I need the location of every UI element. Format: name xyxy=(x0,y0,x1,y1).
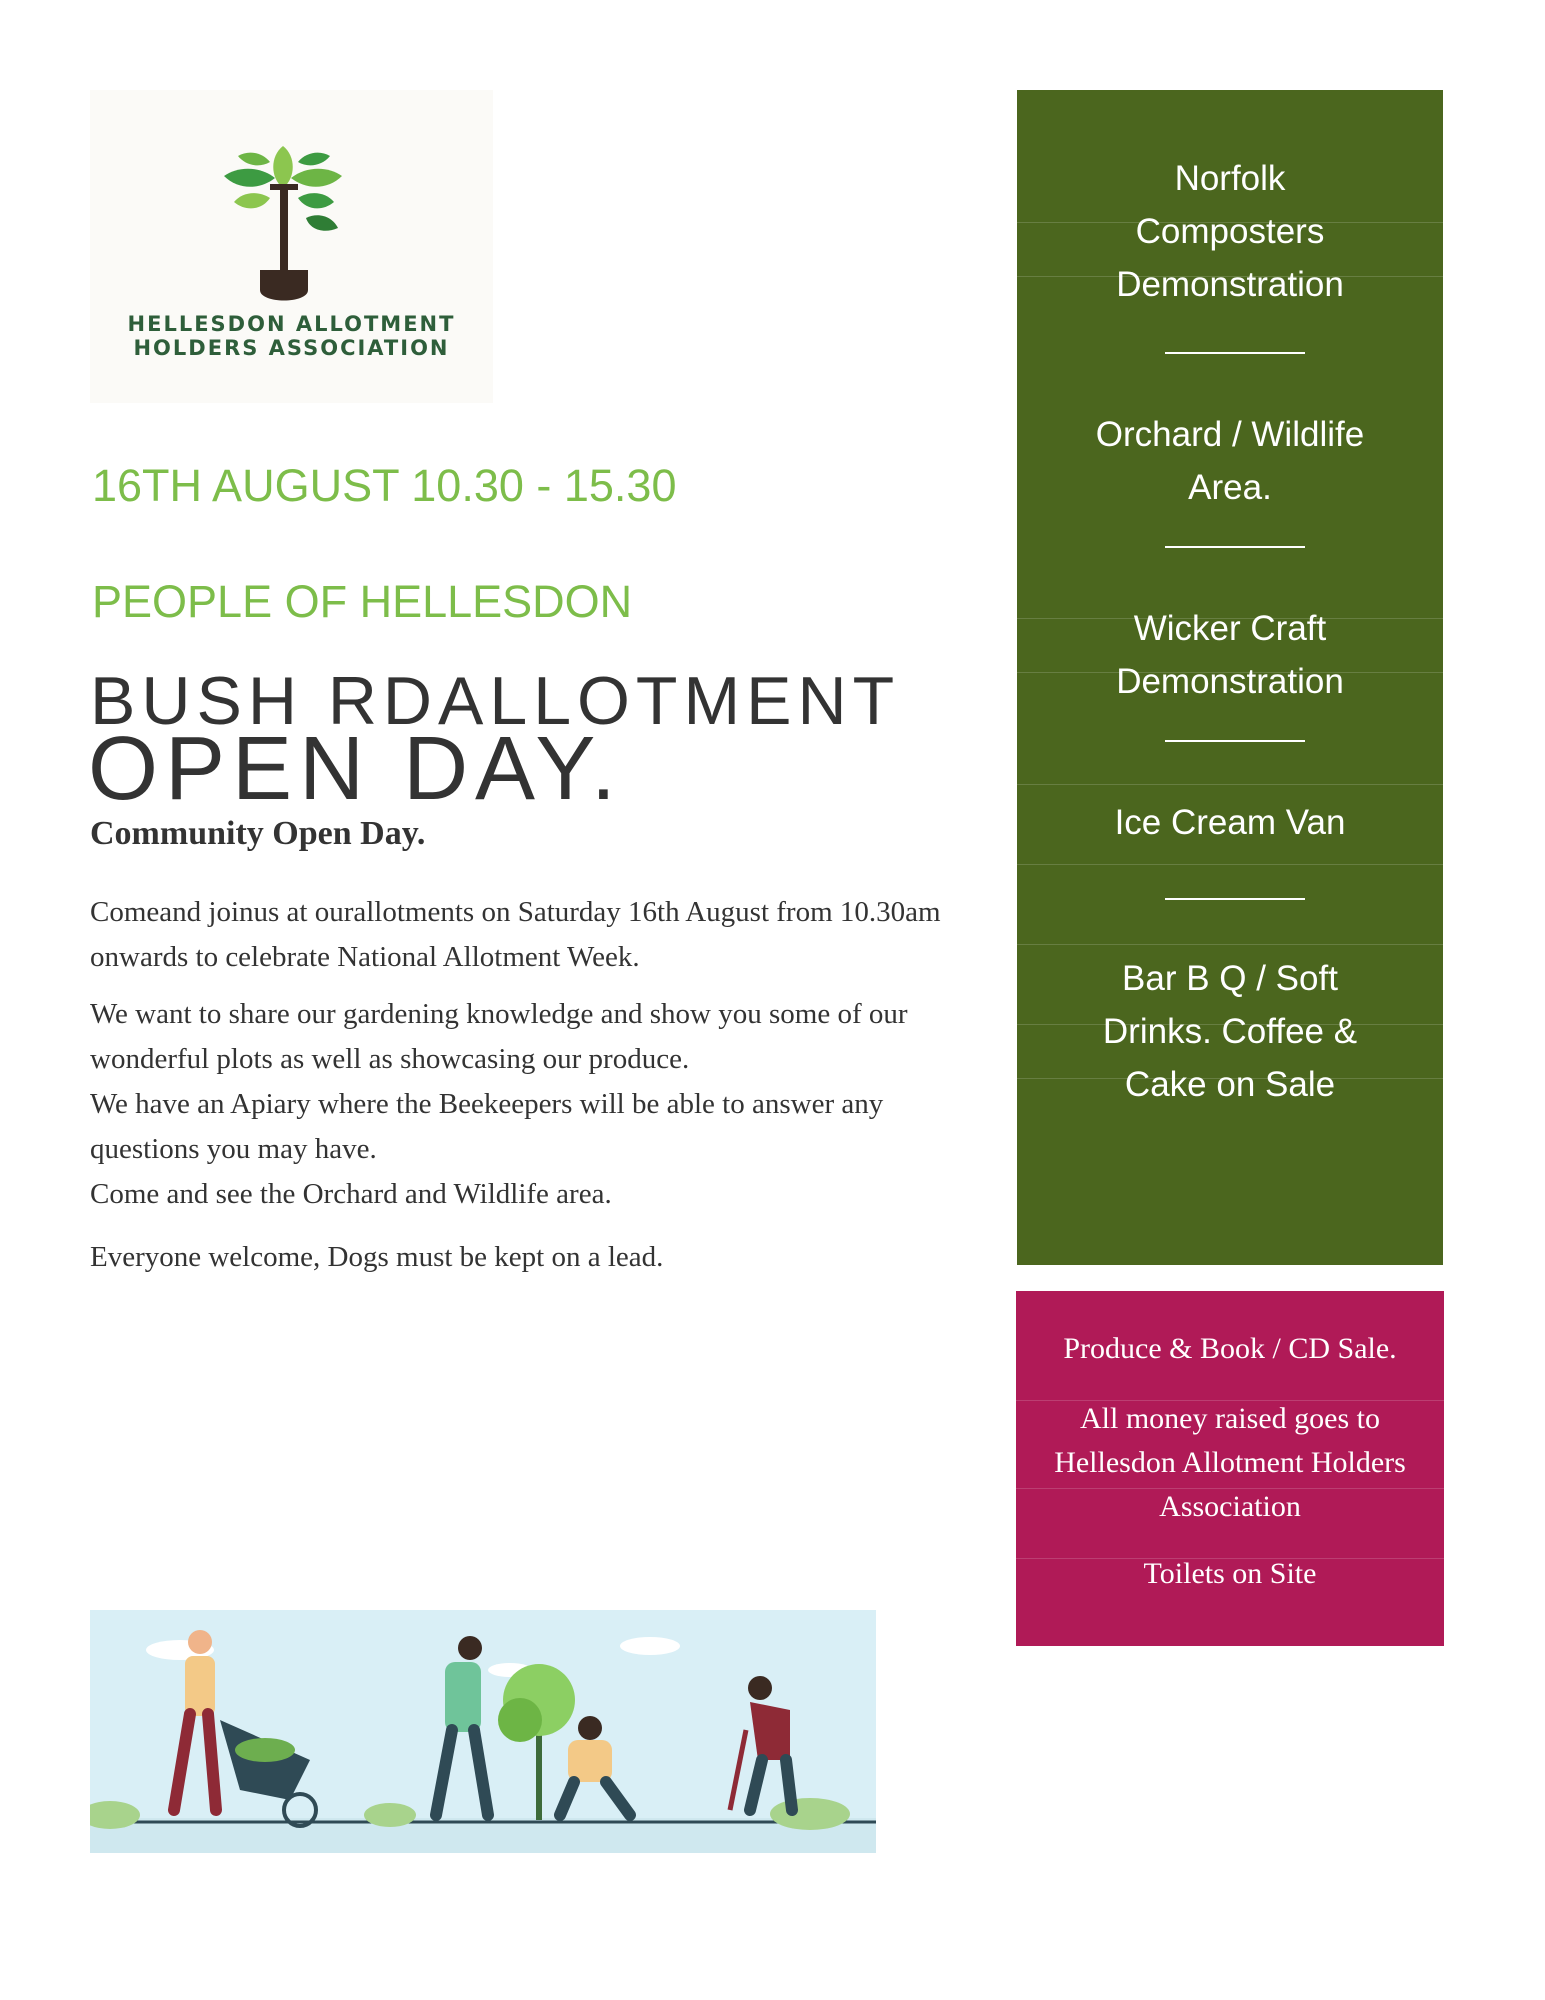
fundraising-line: Association xyxy=(1159,1490,1301,1523)
activity-ice-cream xyxy=(1017,796,1443,849)
activities-panel xyxy=(1017,90,1443,1265)
activity-line: Demonstration xyxy=(1116,662,1344,701)
sale-info xyxy=(1016,1327,1444,1371)
activity-wicker-craft xyxy=(1017,602,1443,708)
sale-info-panel xyxy=(1016,1291,1444,1646)
tree-spade-icon xyxy=(190,120,390,310)
activity-line: Area. xyxy=(1188,468,1272,507)
gardening-illustration xyxy=(90,1610,876,1853)
activity-bbq xyxy=(1017,952,1443,1111)
page-title-line1: BUSH RDALLOTMENT xyxy=(90,663,901,739)
logo-text-line1: HELLESDON ALLOTMENT xyxy=(127,312,456,336)
logo-text-line2: HOLDERS ASSOCIATION xyxy=(133,336,450,360)
activity-line: Cake on Sale xyxy=(1124,1065,1336,1104)
details-line-3: Come and see the Orchard and Wildlife area. xyxy=(90,1178,612,1210)
activity-line: Wicker Craft xyxy=(1133,609,1327,648)
intro-paragraph: Comeand joinus at ourallotments on Saturday 16th August from 10.30am onwards to celebrate National Allotment Week. xyxy=(90,896,941,973)
sale-line: Produce & Book / CD Sale. xyxy=(1063,1332,1397,1365)
event-date: 16TH AUGUST 10.30 - 15.30 xyxy=(92,460,677,511)
details-line-1: We want to share our gardening knowledge and show you some of our wonderful plots as well as showcasing our produce. xyxy=(90,998,908,1075)
activity-line: Norfolk xyxy=(1174,159,1286,198)
toilets-info xyxy=(1016,1552,1444,1596)
association-logo xyxy=(90,90,493,403)
fundraising-line: Hellesdon Allotment Holders xyxy=(1054,1446,1406,1479)
fundraising-info xyxy=(1016,1397,1444,1529)
activity-line: Demonstration xyxy=(1116,265,1344,304)
activity-line: Composters xyxy=(1135,212,1325,251)
fundraising-line: All money raised goes to xyxy=(1080,1402,1380,1435)
welcome-paragraph: Everyone welcome, Dogs must be kept on a lead. xyxy=(90,1241,664,1273)
activity-line: Ice Cream Van xyxy=(1114,803,1346,842)
activity-line: Orchard / Wildlife xyxy=(1095,415,1365,454)
gardeners-image xyxy=(90,1610,876,1853)
separator xyxy=(1165,352,1305,354)
activity-line: Bar B Q / Soft xyxy=(1122,959,1338,998)
separator xyxy=(1165,740,1305,742)
activity-composters xyxy=(1017,152,1443,311)
audience-heading: PEOPLE OF HELLESDON xyxy=(92,576,633,627)
details-line-2: We have an Apiary where the Beekeepers will be able to answer any questions you may have. xyxy=(90,1088,884,1165)
toilets-line: Toilets on Site xyxy=(1143,1557,1317,1590)
page-title-line2: OPEN DAY. xyxy=(88,719,623,819)
activity-orchard xyxy=(1017,408,1443,514)
page-subtitle: Community Open Day. xyxy=(90,815,426,852)
separator xyxy=(1165,898,1305,900)
separator xyxy=(1165,546,1305,548)
activity-line: Drinks. Coffee & xyxy=(1102,1012,1358,1051)
